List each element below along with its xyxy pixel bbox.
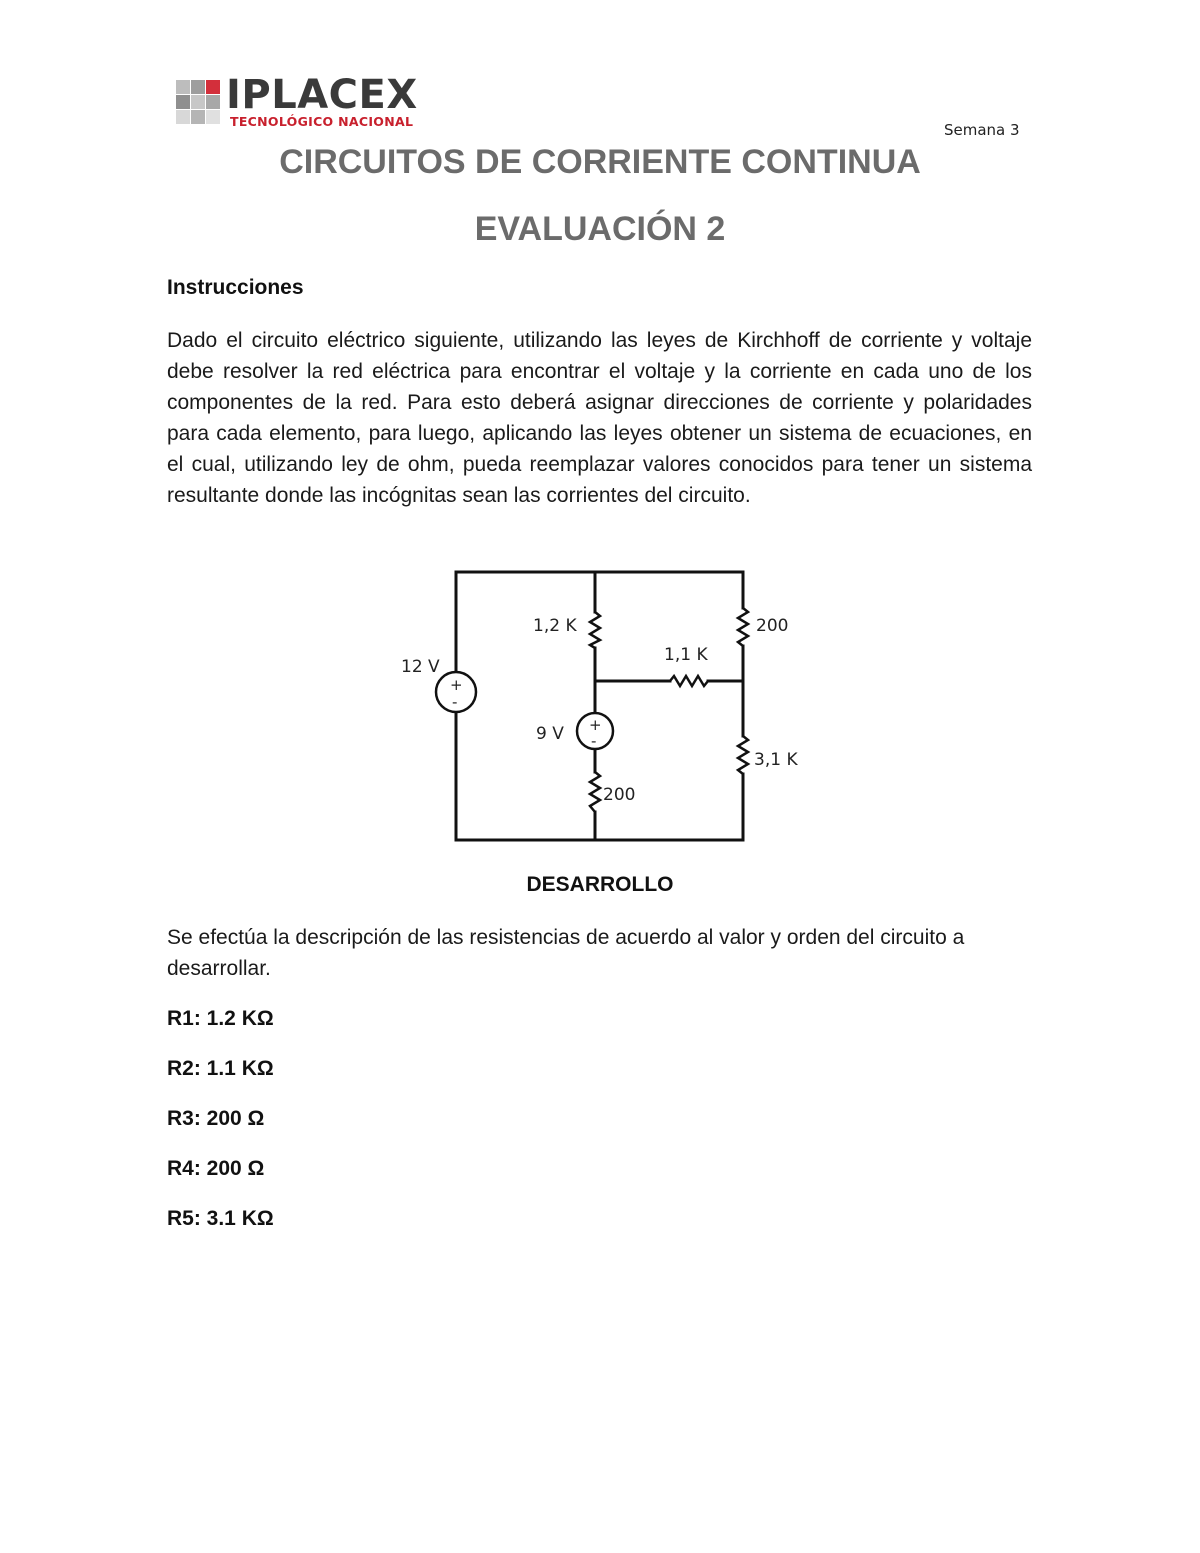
source-9v-plus: + (589, 716, 602, 734)
label-12v: 12 V (401, 657, 440, 677)
source-9v-minus: - (591, 732, 597, 750)
instructions-heading: Instrucciones (167, 276, 304, 299)
label-1-2k: 1,2 K (533, 616, 577, 636)
resistor-item: R3: 200 Ω (167, 1107, 265, 1130)
resistor-item: R4: 200 Ω (167, 1157, 265, 1180)
resistor-3-1k-icon (738, 736, 748, 774)
source-12v-plus: + (450, 676, 463, 694)
resistor-item: R2: 1.1 KΩ (167, 1057, 274, 1080)
development-heading: DESARROLLO (526, 873, 674, 896)
label-200-bottom: 200 (603, 785, 636, 805)
logo-mosaic-icon (176, 78, 222, 128)
circuit-diagram (390, 560, 810, 850)
resistor-1-1k-icon (670, 676, 708, 686)
document-subtitle: EVALUACIÓN 2 (474, 210, 726, 248)
development-description: Se efectúa la descripción de las resistencias de acuerdo al valor y orden del circuito a desarrollar. (167, 926, 965, 980)
document-title: CIRCUITOS DE CORRIENTE CONTINUA (279, 143, 921, 181)
iplacex-logo (176, 72, 418, 132)
label-200-top: 200 (756, 616, 789, 636)
label-9v: 9 V (536, 724, 564, 744)
resistor-list (167, 1005, 274, 1255)
logo-name: IPLACEX (226, 72, 418, 118)
resistor-item: R5: 3.1 KΩ (167, 1207, 274, 1230)
source-12v-minus: - (452, 693, 458, 711)
label-3-1k: 3,1 K (754, 750, 798, 770)
resistor-200-top-icon (738, 608, 748, 646)
label-1-1k: 1,1 K (664, 645, 708, 665)
logo-subtitle: TECNOLÓGICO NACIONAL (230, 114, 414, 129)
resistor-item: R1: 1.2 KΩ (167, 1007, 274, 1030)
instructions-paragraph: Dado el circuito eléctrico siguiente, utilizando las leyes de Kirchhoff de corriente y voltaje debe resolver la red eléctrica para encontrar el voltaje y la corriente en cada uno de los componentes de la red. Para esto deberá asignar direcciones de corriente y polaridades para cada elemento, para luego, aplicando las leyes obtener un sistema de ecuaciones, en el cual, utilizando ley de ohm, pueda reemplazar valores conocidos para tener un sistema resultante donde las incógnitas sean las corrientes del circuito. (167, 329, 1032, 507)
resistor-1-2k-icon (590, 612, 600, 648)
resistor-200-bottom-icon (590, 772, 600, 812)
week-label: Semana 3 (944, 121, 1020, 139)
